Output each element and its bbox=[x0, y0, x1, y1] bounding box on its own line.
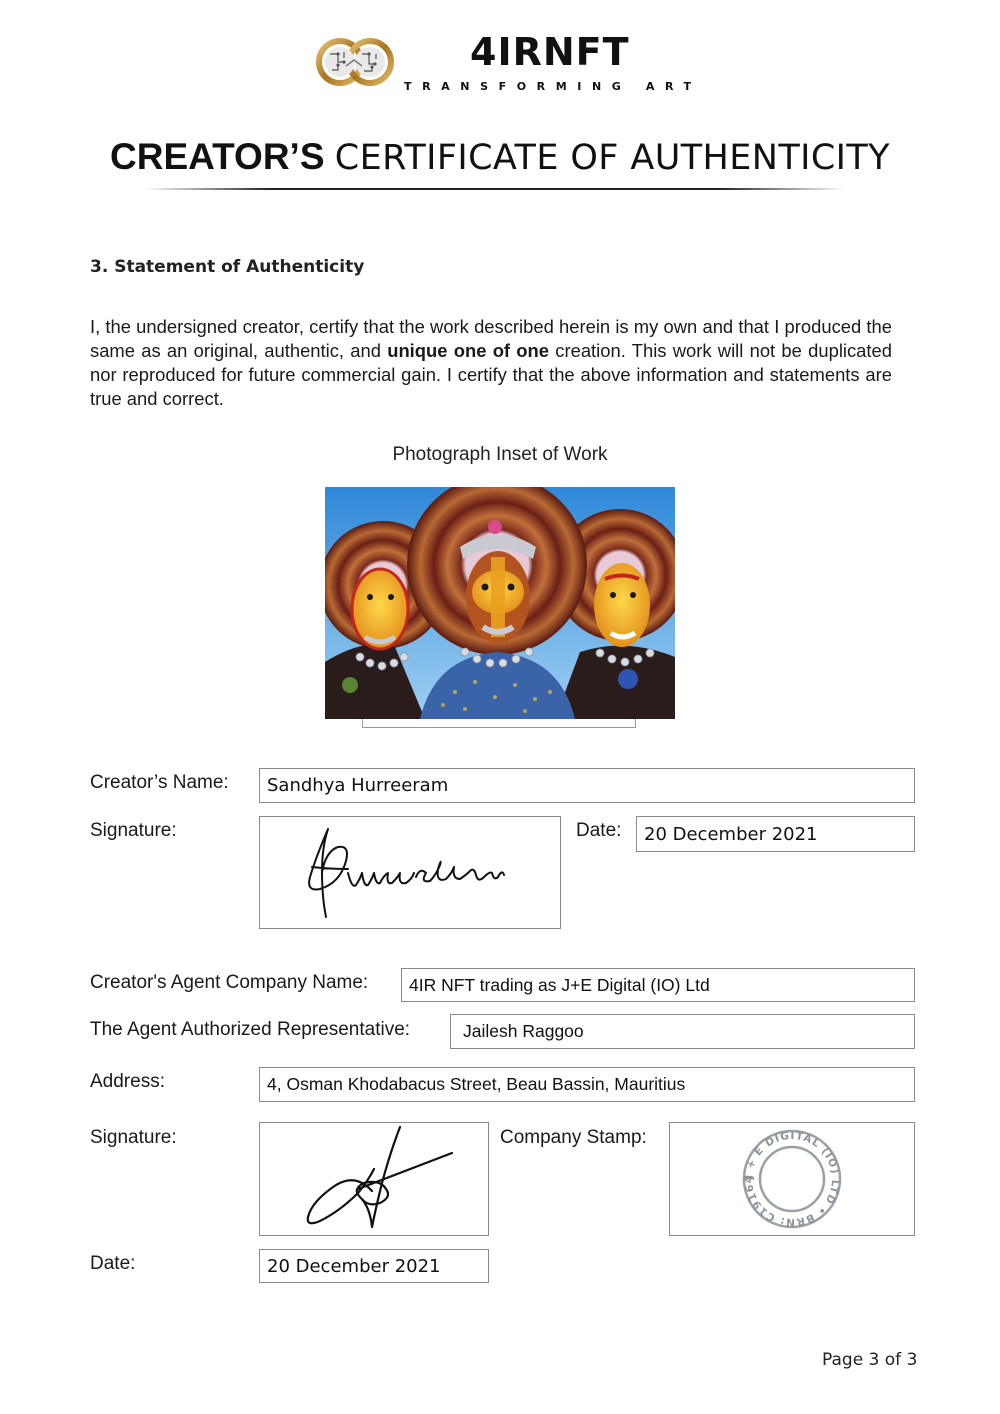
agent-company-label: Creator's Agent Company Name: bbox=[90, 972, 369, 993]
section-heading bbox=[90, 257, 364, 277]
statement-text-bold: unique one of one bbox=[387, 340, 550, 361]
statement-text-start: I, the undersigned creator, certify that the work described herein is my own and that I produced the same as an original, authentic, and bbox=[90, 316, 892, 361]
artwork-photo bbox=[325, 487, 675, 719]
authenticity-statement bbox=[90, 315, 892, 411]
creator-date-field[interactable]: 20 December 2021 bbox=[636, 816, 915, 852]
agent-date-field[interactable]: 20 December 2021 bbox=[259, 1249, 489, 1283]
creator-signature-image bbox=[260, 817, 560, 928]
creator-signature-box[interactable] bbox=[259, 816, 561, 929]
creator-date-label: Date: bbox=[576, 820, 622, 841]
agent-rep-label: The Agent Authorized Representative: bbox=[90, 1019, 411, 1040]
section-title: Statement of Authenticity bbox=[114, 257, 365, 277]
agent-company-field[interactable]: 4IR NFT trading as J+E Digital (IO) Ltd bbox=[401, 968, 915, 1002]
agent-rep-field[interactable]: Jailesh Raggoo bbox=[450, 1014, 915, 1049]
creator-signature-label: Signature: bbox=[90, 820, 177, 841]
certificate-title-rest: CERTIFICATE OF AUTHENTICITY bbox=[334, 138, 890, 178]
address-field[interactable]: 4, Osman Khodabacus Street, Beau Bassin, Mauritius bbox=[259, 1067, 915, 1102]
company-stamp-text: J + E DIGITAL (IO) LTD • BRN: C19164 bbox=[742, 1129, 842, 1229]
section-number: 3. bbox=[90, 257, 109, 277]
photo-caption: Photograph Inset of Work bbox=[392, 444, 608, 465]
creator-name-label: Creator’s Name: bbox=[90, 772, 229, 793]
agent-signature-box[interactable] bbox=[259, 1122, 489, 1236]
company-stamp-box[interactable] bbox=[669, 1122, 915, 1236]
company-stamp-label: Company Stamp: bbox=[500, 1127, 647, 1148]
agent-date-label: Date: bbox=[90, 1253, 136, 1274]
agent-signature-label: Signature: bbox=[90, 1127, 177, 1148]
svg-text:J + E DIGITAL (IO) LTD • BRN: bbox=[670, 1123, 841, 1228]
title-divider bbox=[145, 188, 845, 190]
certificate-title-strong: CREATOR’S bbox=[110, 136, 325, 177]
company-stamp-icon bbox=[670, 1123, 914, 1235]
brand-name: 4IRNFT bbox=[470, 30, 630, 74]
creator-name-field[interactable]: Sandhya Hurreeram bbox=[259, 768, 915, 803]
brand-logo-icon bbox=[316, 24, 394, 100]
address-label: Address: bbox=[90, 1071, 165, 1092]
page-number: Page 3 of 3 bbox=[822, 1350, 918, 1370]
certificate-title bbox=[0, 136, 1000, 178]
statement-text-end: creation. This work will not be duplicated nor reproduced for future commercial gain. I certify that the above information and statements are true and correct. bbox=[90, 340, 892, 409]
agent-signature-image bbox=[260, 1123, 488, 1235]
brand-tagline: TRANSFORMING ART bbox=[404, 80, 702, 93]
